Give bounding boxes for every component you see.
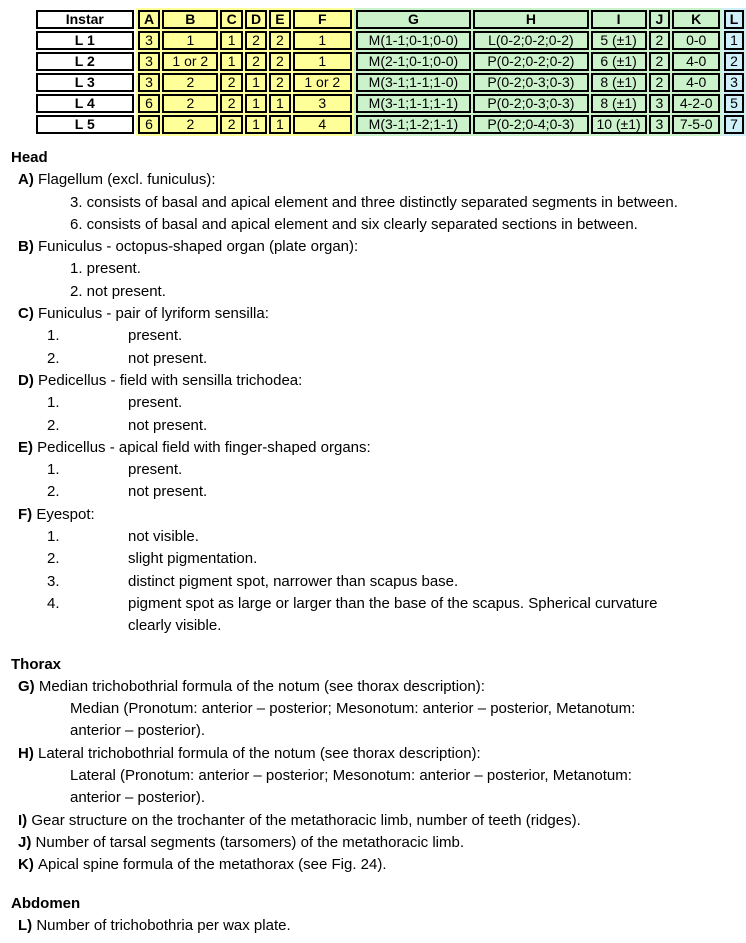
legend-text: not present. [128,483,208,501]
legend-line [47,325,746,347]
table-cell: 2 [162,94,218,113]
legend-line [18,303,746,325]
item-number: 2. [47,483,60,501]
table-cell: 2 [220,115,243,134]
column-header-h: H [473,10,588,29]
item-letter: A) [18,171,38,189]
table-cell: 1 [724,31,744,50]
table-cell: 3 [138,73,161,92]
legend-line [70,765,746,787]
table-cell: 2 [245,52,267,71]
table-cell: L 1 [36,31,134,50]
legend-line [47,481,746,503]
legend-line [47,392,746,414]
item-letter: H) [18,744,38,762]
table-row [36,31,134,50]
item-number: 2. [47,550,60,568]
legend-text: 2. not present. [70,282,166,300]
legend-line [18,504,746,526]
table-group-abdomen-characters [722,8,746,136]
table-cell: 3 [138,31,161,50]
legend-line [18,915,746,937]
table-cell: 7 [724,115,744,134]
table-cell: P(0-2;0-3;0-3) [473,73,588,92]
table-cell: 4-2-0 [672,94,720,113]
table-cell: 0-0 [672,31,720,50]
legend-text: Median (Pronotum: anterior – posterior; Mesonotum: anterior – posterior, Metanotum: [70,700,636,718]
legend-line [47,348,746,370]
table-row [36,115,134,134]
character-table [34,8,746,136]
table-cell: 4 [293,115,352,134]
table-cell: 2 [649,52,671,71]
column-header-k: K [672,10,720,29]
legend-text: Pedicellus - apical field with finger-shaped organs: [37,438,371,456]
table-cell: 4-0 [672,73,720,92]
legend-text: not visible. [128,528,199,546]
legend-text: not present. [128,416,208,434]
section-heading [11,147,746,169]
table-cell: 1 [293,52,352,71]
table-cell: 5 [724,94,744,113]
legend-line [18,676,746,698]
legend-line [47,593,746,615]
item-number: 3. [47,572,60,590]
legend-line [70,192,746,214]
table-cell: L 3 [36,73,134,92]
table-row [138,94,352,113]
legend-text: pigment spot as large or larger than the base of the scapus. Spherical curvature [128,594,658,612]
table-cell: 5 (±1) [591,31,647,50]
table-cell: 1 or 2 [162,52,218,71]
column-header-b: B [162,10,218,29]
legend-text: Apical spine formula of the metathorax (see Fig. 24). [38,856,387,874]
table-cell: 2 [245,31,267,50]
table-cell: 1 [245,115,267,134]
legend-line [70,281,746,303]
table-cell: 6 (±1) [591,52,647,71]
table-cell: 8 (±1) [591,73,647,92]
table-cell: L 5 [36,115,134,134]
table-cell: 1 [269,115,291,134]
table-cell: P(0-2;0-4;0-3) [473,115,588,134]
item-number: 2. [47,349,60,367]
legend-text: Eyespot: [36,505,95,523]
legend-text: present. [128,394,183,412]
table-cell: 3 [649,115,671,134]
table-cell: M(2-1;0-1;0-0) [356,52,472,71]
table-cell: L 2 [36,52,134,71]
legend-line [18,437,746,459]
legend-line [70,258,746,280]
column-header-instar: Instar [36,10,134,29]
item-letter: C) [18,305,38,323]
table-cell: 6 [138,94,161,113]
table-cell: M(1-1;0-1;0-0) [356,31,472,50]
legend-line [47,548,746,570]
legend-line [18,743,746,765]
table-cell: P(0-2;0-2;0-2) [473,52,588,71]
item-number: 4. [47,594,60,612]
item-letter: J) [18,833,36,851]
table-cell: 1 [269,94,291,113]
table-cell: 2 [162,73,218,92]
table-row [724,115,744,134]
legend-line [70,787,746,809]
column-header-i: I [591,10,647,29]
column-header-a: A [138,10,161,29]
legend-text: clearly visible. [128,617,222,635]
table-cell: 1 [220,52,243,71]
item-letter: I) [18,811,32,829]
legend-text: 6. consists of basal and apical element and six clearly separated sections in between. [70,215,638,233]
legend-line [18,236,746,258]
item-letter: B) [18,238,38,256]
table-row [356,94,720,113]
table-cell: 1 [293,31,352,50]
item-number: 1. [47,461,60,479]
table-group-instar [34,8,136,136]
column-header-f: F [293,10,352,29]
legend-text: Lateral (Pronotum: anterior – posterior; Mesonotum: anterior – posterior, Metanotum: [70,767,632,785]
legend-text: slight pigmentation. [128,550,258,568]
legend-text: Thorax [11,655,62,673]
table-cell: 1 [245,94,267,113]
table-cell: 3 [724,73,744,92]
legend-line [18,810,746,832]
legend-text: anterior – posterior). [70,789,206,807]
legend-line [18,854,746,876]
table-cell: 2 [649,73,671,92]
table-row [356,115,720,134]
column-header-d: D [245,10,267,29]
table-row [138,52,352,71]
legend-text: Head [11,149,48,166]
legend-text: 3. consists of basal and apical element and three distinctly separated segments in between. [70,193,678,211]
table-row [724,31,744,50]
item-number: 1. [47,528,60,546]
legend-text: Funiculus - pair of lyriform sensilla: [38,305,269,323]
table-cell: M(3-1;1-1;1-0) [356,73,472,92]
table-row [36,52,134,71]
table-row [724,52,744,71]
legend-text: Abdomen [11,894,81,912]
item-number: 1. [47,327,60,345]
table-cell: P(0-2;0-3;0-3) [473,94,588,113]
legend-text: Flagellum (excl. funiculus): [38,171,216,189]
table-cell: 1 [245,73,267,92]
legend-line [128,615,746,637]
table-row [724,94,744,113]
table-cell: 2 [162,115,218,134]
table-cell: 3 [649,94,671,113]
legend-text: Number of tarsal segments (tarsomers) of the metathoracic limb. [35,833,464,851]
item-letter: K) [18,856,38,874]
item-number: 1. [47,394,60,412]
table-cell: L(0-2;0-2;0-2) [473,31,588,50]
table-cell: 2 [220,94,243,113]
legend-line [18,832,746,854]
legend-text: Funiculus - octopus-shaped organ (plate organ): [38,238,359,256]
table-cell: 2 [220,73,243,92]
legend-line [18,370,746,392]
column-header-e: E [269,10,291,29]
legend-line [47,526,746,548]
legend-line [47,571,746,593]
legend-text: distinct pigment spot, narrower than scapus base. [128,572,459,590]
table-cell: 1 [162,31,218,50]
legend-line [47,415,746,437]
legend-text: 1. present. [70,260,141,278]
table-cell: 2 [269,52,291,71]
table-row [36,94,134,113]
item-letter: E) [18,438,38,456]
table-cell: 3 [138,52,161,71]
table-cell: 2 [269,31,291,50]
column-header-j: J [649,10,671,29]
table-cell: 1 [220,31,243,50]
legend-text: Pedicellus - field with sensilla trichodea: [38,371,303,389]
table-cell: L 4 [36,94,134,113]
table-cell: 2 [649,31,671,50]
section-heading [11,893,746,915]
table-row [356,31,720,50]
table-cell: 7-5-0 [672,115,720,134]
item-letter: L) [18,916,37,934]
table-row [138,31,352,50]
item-letter: F) [18,505,37,523]
section-heading [11,654,746,676]
table-cell: 6 [138,115,161,134]
table-cell: 2 [724,52,744,71]
item-letter: G) [18,677,39,695]
column-header-g: G [356,10,472,29]
legend-text: Number of trichobothria per wax plate. [36,916,291,934]
legend-text: present. [128,461,183,479]
legend-text: not present. [128,349,208,367]
table-cell: 10 (±1) [591,115,647,134]
table-cell: 4-0 [672,52,720,71]
table-row [138,73,352,92]
table-cell: 2 [269,73,291,92]
legend-text: Gear structure on the trochanter of the metathoracic limb, number of teeth (ridges). [31,811,581,829]
legend-text: anterior – posterior). [70,722,206,740]
column-header-c: C [220,10,243,29]
legend-text: present. [128,327,183,345]
legend-line [70,720,746,742]
item-letter: D) [18,371,38,389]
table-group-head-characters [136,8,354,136]
table-row [36,73,134,92]
legend-line [70,214,746,236]
table-cell: M(3-1;1-1;1-1) [356,94,472,113]
legend-text: Lateral trichobothrial formula of the notum (see thorax description): [38,744,481,762]
table-cell: 8 (±1) [591,94,647,113]
table-row [724,73,744,92]
legend-line [47,459,746,481]
table-cell: 3 [293,94,352,113]
table-group-thorax-characters [354,8,722,136]
table-row [356,52,720,71]
table-row [138,115,352,134]
table-cell: 1 or 2 [293,73,352,92]
legend-line [18,169,746,191]
legend [0,147,746,937]
legend-text: Median trichobothrial formula of the notum (see thorax description): [38,677,485,695]
table-cell: M(3-1;1-2;1-1) [356,115,472,134]
legend-line [70,698,746,720]
table-row [356,73,720,92]
column-header-l: L [724,10,744,29]
item-number: 2. [47,416,60,434]
